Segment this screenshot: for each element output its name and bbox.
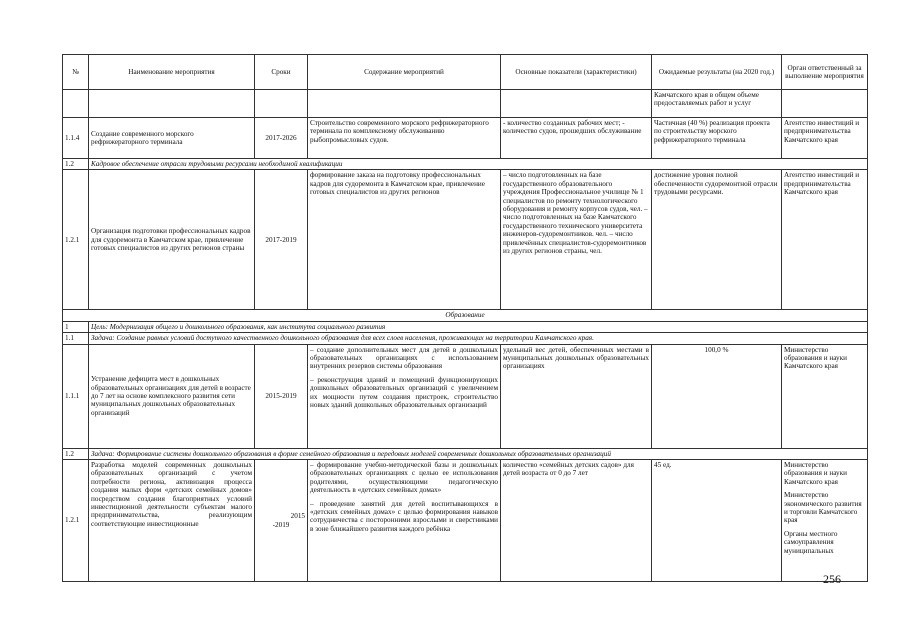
cell-results: Камчатского края в общем объеме предоставляемых работ и услуг [652, 90, 782, 118]
task-row [63, 448, 868, 459]
cell-content [308, 344, 501, 448]
cell-name: Устранение дефицита мест в дошкольных образовательных организациях для детей в возрасте до 7 лет на основе комплексного развития сети муниципальных дошкольных образовательных организаций [89, 344, 255, 448]
goal-row [63, 321, 868, 332]
header-name: Наименование мероприятия [89, 55, 255, 90]
cell-num: 1 [63, 321, 89, 332]
responsible-item: Министерство образования и науки Камчатского края [784, 461, 847, 486]
page-number: 256 [823, 572, 841, 586]
cell-num: 1.2 [63, 448, 89, 459]
cell-indicators: удельный вес детей, обеспеченных местами в муниципальных дошкольных образовательных организациях [501, 344, 652, 448]
header-num: № [63, 55, 89, 90]
term-end: -2019 [272, 520, 290, 529]
cell-content: формирование заказа на подготовку профессиональных кадров для судоремонта в Камчатском крае, привлечение готовых специалистов из других регионов [308, 170, 501, 310]
cell-term: 2017-2019 [255, 170, 308, 310]
section-title: Кадровое обеспечение отрасли трудовыми ресурсами необходимой квалификации [89, 159, 868, 170]
cell-term: 2015-2019 [255, 344, 308, 448]
table-row [63, 90, 868, 118]
term-start: 2015 [290, 512, 305, 521]
section-heading: Образование [63, 310, 868, 321]
cell-results: 100,0 % [652, 344, 782, 448]
header-results: Ожидаемые результаты (на 2020 год.) [652, 55, 782, 90]
cell-num: 1.2 [63, 159, 89, 170]
cell-num: 1.1 [63, 333, 89, 344]
goal-text: Цель: Модернизация общего и дошкольного образования, как института социального развития [89, 321, 868, 332]
cell-responsible: Агентство инвестиций и предпринимательства Камчатского края [782, 170, 868, 310]
table-row [63, 118, 868, 159]
content-item: – формирование учебно-методической базы и дошкольных образовательных организациях с целью ее использования родителями, осуществляющими педагогическую деятельность в «детских семейных домах» [310, 461, 498, 495]
cell-indicators: количество «семейных детских садов» для детей возраста от 0 до 7 лет [501, 460, 652, 582]
section-row [63, 159, 868, 170]
task-text: Задача: Формирование системы дошкольного образования в форме семейного образования и передовых моделей современных дошкольных образовательных организаций [89, 448, 868, 459]
cell-name: Разработка моделей современных дошкольных образовательных организаций с учетом потребности региона, активизация процесса создания малых форм «детских семейных домов» посредством создания благоприятных условий инвестиционной деятельности субъектам малого предпринимательства, реализующим соответствующие инвестиционные [89, 460, 255, 582]
cell-name: Организация подготовки профессиональных кадров для судоремонта в Камчатском крае, привлечение готовых специалистов из других регионов страны [89, 170, 255, 310]
header-content: Содержание мероприятий [308, 55, 501, 90]
cell-responsible [782, 460, 868, 582]
measures-table [62, 54, 868, 582]
table-header-row [63, 55, 868, 90]
cell-results: 45 ед. [652, 460, 782, 582]
content-item: – реконструкция зданий и помещений функционирующих дошкольных образовательных организаций с увеличением их мощности путем создания пристроек, строительство новых зданий дошкольных образовательных организаций [310, 375, 498, 410]
content-item: – проведение занятий для детей воспитывающихся в «детских семейных домах» с целью формирования навыков сотрудничества с посторонними взрослыми и сверстниками в зоне ближайшего развития каждого ребёнка [310, 499, 498, 533]
header-responsible: Орган ответственный за выполнение мероприятия [782, 55, 868, 90]
table-row [63, 460, 868, 582]
header-indicators: Основные показатели (характеристики) [501, 55, 652, 90]
content-item: – создание дополнительных мест для детей в дошкольных образовательных организациях с использованием внутренних резервов системы образования [310, 345, 498, 371]
cell-responsible: Министерство образования и науки Камчатского края [782, 344, 868, 448]
cell-num: 1.2.1 [63, 170, 89, 310]
task-text: Задача: Создание равных условий доступного качественного дошкольного образования для всех слоев населения, проживающих на территории Камчатского края. [89, 333, 868, 344]
cell-results: достижение уровня полной обеспеченности судоремонтной отрасли трудовыми ресурсами. [652, 170, 782, 310]
table-row [63, 344, 868, 448]
cell-num: 1.1.1 [63, 344, 89, 448]
task-row [63, 333, 868, 344]
cell-content: Строительство современного морского рефрижераторного терминала по комплексному обслуживанию рыбопромысловых судов. [308, 118, 501, 159]
cell-num: 1.2.1 [63, 460, 89, 582]
cell-num: 1.1.4 [63, 118, 89, 159]
cell-content [308, 460, 501, 582]
cell-indicators: - количество созданных рабочих мест; - количество судов, прошедших обслуживание [501, 118, 652, 159]
cell-name: Создание современного морского рефрижераторного терминала [89, 118, 255, 159]
responsible-item: Министерство экономического развития и торговли Камчатского края [784, 491, 862, 525]
table-row [63, 170, 868, 310]
header-term: Сроки [255, 55, 308, 90]
cell-responsible: Агентство инвестиций и предпринимательства Камчатского края [782, 118, 868, 159]
cell-results: Частичная (40 %) реализация проекта по строительству морского рефрижераторного терминала [652, 118, 782, 159]
responsible-item: Органы местного самоуправления муниципальных [784, 529, 838, 555]
cell-term: 2017-2026 [255, 118, 308, 159]
cell-term [255, 460, 308, 582]
cell-indicators: – число подготовленных на базе государственного образовательного учреждения Профессиональное училище № 1 специалистов по ремонту технологического оборудования и ремонту корпусов судов, чел. – число подготовленных на базе Камчатского государственного технического университета инженеров-судоремонтников. чел. – число привлечённых специалистов-судоремонтников из других регионов страны, чел. [501, 170, 652, 310]
section-heading-row [63, 310, 868, 321]
